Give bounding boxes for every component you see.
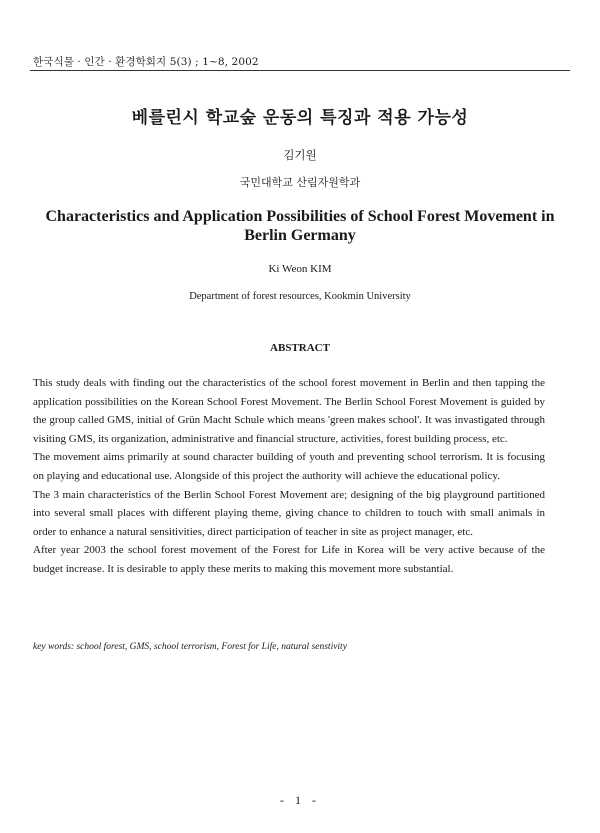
header-divider: [30, 70, 570, 71]
korean-title: 베를린시 학교숲 운동의 특징과 적용 가능성: [131, 108, 469, 128]
abstract-paragraph: The 3 main characteristics of the Berlin School Forest Movement are; designing of the big playground partitioned into several small places with different playing theme, giving chance to children to touch with small animals in order to enhance a natural sensitivities, direct participation of teacher in site as project manager, etc.: [33, 488, 545, 538]
english-title: Characteristics and Application Possibilities of School Forest Movement in Berlin Germany: [45, 208, 555, 244]
abstract-paragraph: This study deals with finding out the characteristics of the school forest movement in Berlin and then tapping the application possibilities on the Korean School Forest Movement. The Berlin School Forest Movement is guided by the group called GMS, initial of Grün Macht Schule which means 'green makes school'. It was invastigated through visiting GMS, its organization, administrative and financial structure, activities, forest building process, etc.: [33, 377, 545, 445]
page-number: - 1 -: [280, 793, 320, 807]
abstract-paragraph: The movement aims primarily at sound character building of youth and preventing school terrorism. It is focusing on playing and educational use. Alongside of this project the authority will achieve the educational policy.: [33, 451, 545, 482]
abstract-heading: ABSTRACT: [270, 342, 330, 354]
abstract-paragraph: After year 2003 the school forest movement of the Forest for Life in Korea will be very active because of the budget increase. It is desirable to apply these merits to making this movement more substantial.: [33, 544, 545, 575]
korean-affiliation: 국민대학교 산림자원학과: [239, 176, 361, 189]
english-author: Ki Weon KIM: [268, 263, 332, 275]
keywords: key words: school forest, GMS, school terrorism, Forest for Life, natural senstivity: [33, 642, 347, 652]
journal-citation: 한국식물 · 인간 · 환경학회지 5(3) ; 1~8, 2002: [33, 56, 259, 68]
korean-author: 김기원: [283, 148, 317, 162]
abstract-body: [33, 374, 545, 579]
english-affiliation: Department of forest resources, Kookmin University: [189, 291, 411, 302]
